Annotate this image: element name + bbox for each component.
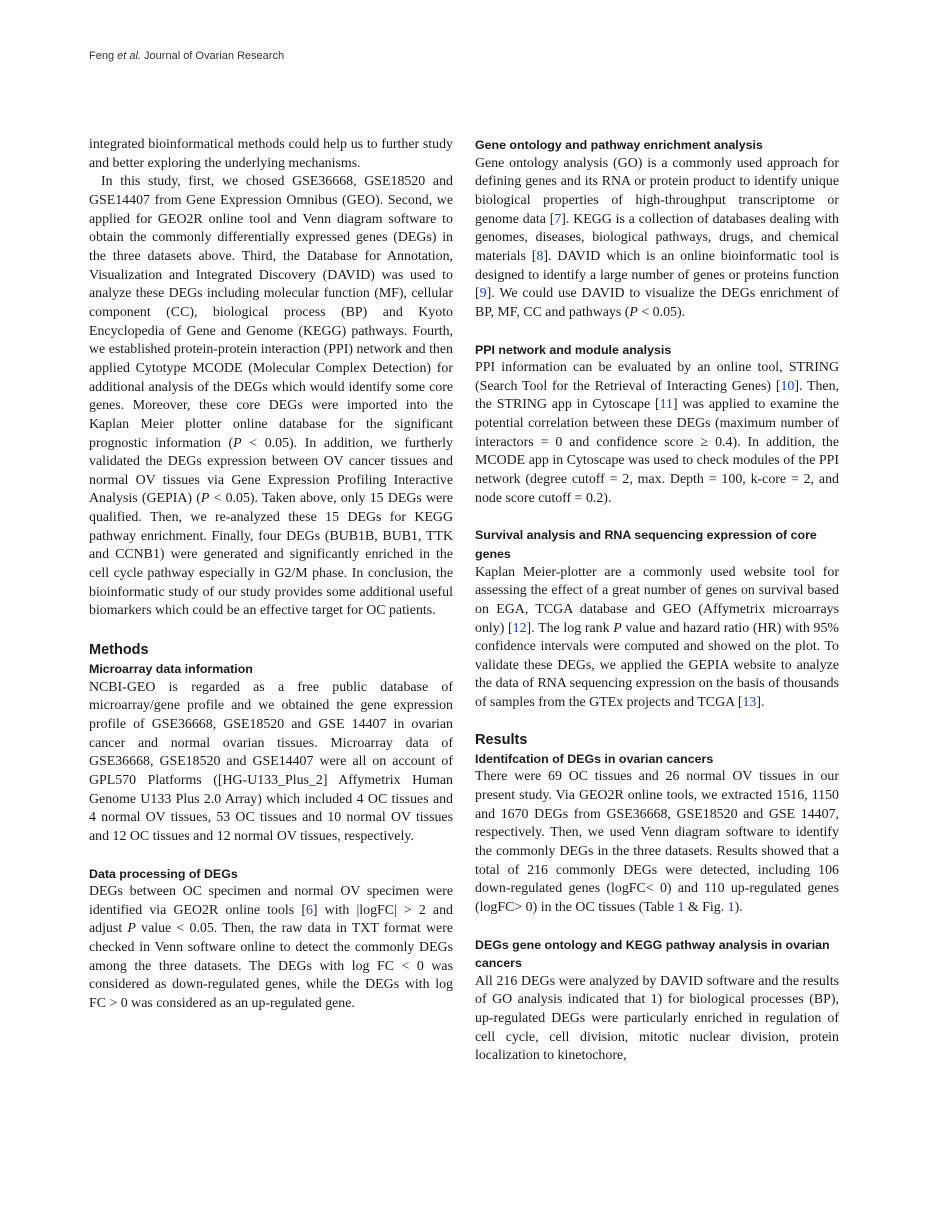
p-value-symbol: P xyxy=(200,491,210,507)
ident-paragraph xyxy=(475,768,839,917)
survival-text-a: Kaplan Meier-plotter are a commonly used website tool for assessing the effect of a great number of genes on survival based on EGA, TCGA database and GEO (Affymetrix microarrays only) [ xyxy=(475,564,839,636)
header-journal: Journal of Ovarian Research xyxy=(141,50,285,62)
citation-link[interactable]: 10 xyxy=(780,378,795,394)
go-text-c: ]. DAVID which is an online bioinformatic tool is designed to identify a large number of genes or proteins function [ xyxy=(475,248,839,302)
table-link[interactable]: 1 xyxy=(677,899,685,915)
go-text-e: < 0.05). xyxy=(637,304,686,320)
survival-text-c: value and hazard ratio (HR) with 95% confidence intervals were computed and showed on the plot. To validate these DEGs, we applied the GEPIA website to analyze the data of RNA sequencing expression on the basis of thousands of samples from the GTEx projects and TCGA [ xyxy=(475,620,839,711)
methods-heading: Methods xyxy=(89,642,149,659)
microarray-paragraph: NCBI-GEO is regarded as a free public database of microarray/gene profile and we obtained the gene expression profile of GSE36668, GSE18520 and GSE 14407 in ovarian cancer and normal ovarian tissues. Microarray data of GSE36668, GSE18520 and GSE14407 were all on account of GPL570 Platforms ([HG-U133_Plus_2] Affymetrix Human Genome U133 Plus 2.0 Array) which included 4 OC tissues and 4 normal OV tissues, 53 OC tissues and 10 normal OV tissues and 12 OC tissues and 12 normal OV tissues, respectively. xyxy=(89,679,453,844)
kegg-heading: DEGs gene ontology and KEGG pathway analysis in ovarian cancers xyxy=(475,937,830,971)
ppi-heading: PPI network and module analysis xyxy=(475,342,672,357)
processing-text-c: value < 0.05. Then, the raw data in TXT format were checked in Venn software online to detect the commonly DEGs among the three datasets. The DEGs with log FC < 0 was considered as down-regulated genes, while the DEGs with log FC > 0 was considered as an up-regulated gene. xyxy=(89,921,454,1012)
survival-text-d: ]. xyxy=(756,695,765,711)
intro-text-c: < 0.05). Taken above, only 15 DEGs were qualified. Then, we re-analyzed these 15 DEGs for KEGG pathway enrichment. Finally, four DEGs (BUB1B, BUB1, TTK and CCNB1) were generated and significantly enriched in the cell cycle pathway especially in G2/M phase. In conclusion, the bioinformatic study of our study provides some additional useful biomarkers which could be an effective target for OC patients. xyxy=(89,491,453,619)
p-value-symbol: P xyxy=(613,620,622,636)
citation-link[interactable]: 11 xyxy=(659,397,673,413)
p-value-symbol: P xyxy=(629,304,638,320)
kegg-paragraph: All 216 DEGs were analyzed by DAVID software and the results of GO analysis indicated that 1) for biological processes (BP), up-regulated DEGs were particularly enriched in regulation of cell cycle, cell division, mitotic nuclear division, protein localization to kinetochore, xyxy=(475,973,839,1064)
ident-text-c: ). xyxy=(734,899,743,915)
go-text-a: Gene ontology analysis (GO) is a commonly used approach for defining genes and its RNA or protein product to identify unique biological properties of high-throughput transcriptome or genome data [ xyxy=(475,155,839,227)
intro-paragraph-1: integrated bioinformatical methods could help us to further study and better exploring the underlying mechanisms. xyxy=(89,137,453,171)
ident-text-b: & Fig. xyxy=(684,899,728,915)
processing-text-b: ] with |logFC| > 2 and adjust xyxy=(89,902,453,937)
citation-link[interactable]: 8 xyxy=(536,248,544,264)
ppi-text-c: ] was applied to examine the potential correlation between these DEGs (maximum number of interactors = 0 and confidence score ≥ 0.4). In addition, the MCODE app in Cytoscape was used to check modules of the PPI network (degree cutoff = 2, max. Depth = 100, k-core = 2, and node score cutoff = 0.2). xyxy=(475,397,839,506)
intro-text-b: < 0.05). In addition, we furtherly validated the DEGs expression between OV cancer tissues and normal OV tissues via Gene Expression Profiling Interactive Analysis (GEPIA) ( xyxy=(89,435,453,507)
processing-paragraph xyxy=(89,883,453,1014)
p-value-symbol: P xyxy=(233,435,242,451)
ppi-paragraph xyxy=(475,359,839,508)
ident-text-a: There were 69 OC tissues and 26 normal OV tissues in our present study. Via GEO2R online tools, we extracted 1516, 1150 and 1670 DEGs from GSE36668, GSE18520 and GSE 14407, respectively. Then, we used Venn diagram software to identify the commonly DEGs in the three datasets. Results showed that a total of 216 commonly DEGs were detected, including 106 down-regulated genes (logFC< 0) and 110 up-regulated genes (logFC> 0) in the OC tissues (Table xyxy=(475,769,839,915)
left-column xyxy=(89,136,453,1014)
header-author: Feng xyxy=(89,50,118,62)
right-column xyxy=(475,136,839,1066)
processing-heading: Data processing of DEGs xyxy=(89,866,238,881)
microarray-heading: Microarray data information xyxy=(89,662,253,677)
ident-heading: Identifcation of DEGs in ovarian cancers xyxy=(475,751,714,766)
go-heading: Gene ontology and pathway enrichment analysis xyxy=(475,138,763,152)
header-etal: et al. xyxy=(117,50,141,62)
processing-text-a: DEGs between OC specimen and normal OV specimen were identified via GEO2R online tools [ xyxy=(89,884,453,918)
survival-text-b: ]. The log rank xyxy=(526,620,614,636)
go-text-b: ]. KEGG is a collection of databases dealing with genomes, diseases, biological pathways, drugs, and chemical materials [ xyxy=(475,211,839,264)
citation-link[interactable]: 6 xyxy=(305,902,313,918)
citation-link[interactable]: 12 xyxy=(512,620,527,636)
figure-link[interactable]: 1 xyxy=(727,899,735,915)
results-heading: Results xyxy=(475,731,528,748)
citation-link[interactable]: 7 xyxy=(554,211,562,227)
running-header xyxy=(89,50,284,62)
go-paragraph xyxy=(475,155,839,323)
ppi-text-b: ]. Then, the STRING app in Cytoscape [ xyxy=(475,378,839,413)
citation-link[interactable]: 13 xyxy=(742,695,757,711)
p-value-symbol: P xyxy=(127,921,136,937)
go-text-d: ]. We could use DAVID to visualize the DEGs enrichment of BP, MF, CC and pathways ( xyxy=(475,286,839,320)
ppi-text-a: PPI information can be evaluated by an online tool, STRING (Search Tool for the Retrieval of Interacting Genes) [ xyxy=(475,360,839,394)
survival-heading: Survival analysis and RNA sequencing expression of core genes xyxy=(475,528,817,561)
citation-link[interactable]: 9 xyxy=(479,286,487,302)
intro-text-a: In this study, first, we chosed GSE36668, GSE18520 and GSE14407 from Gene Expression Omnibus (GEO). Second, we applied for GEO2R online tool and Venn diagram software to obtain the commonly differentially expressed genes (DEGs) in the three datasets above. Third, the Database for Annotation, Visualization and Integrated Discovery (DAVID) was used to analyze these DEGs including molecular function (MF), cellular component (CC), biological process (BP) and Kyoto Encyclopedia of Gene and Genome (KEGG) pathways. Fourth, we established protein-protein interaction (PPI) network and then applied Cytotype MCODE (Molecular Complex Detection) for additional analysis of the DEGs which would identify some core genes. Moreover, these core DEGs were imported into the Kaplan Meier plotter online database for the significant prognostic information ( xyxy=(89,174,453,451)
intro-paragraph-2 xyxy=(89,173,453,621)
survival-paragraph xyxy=(475,564,839,713)
